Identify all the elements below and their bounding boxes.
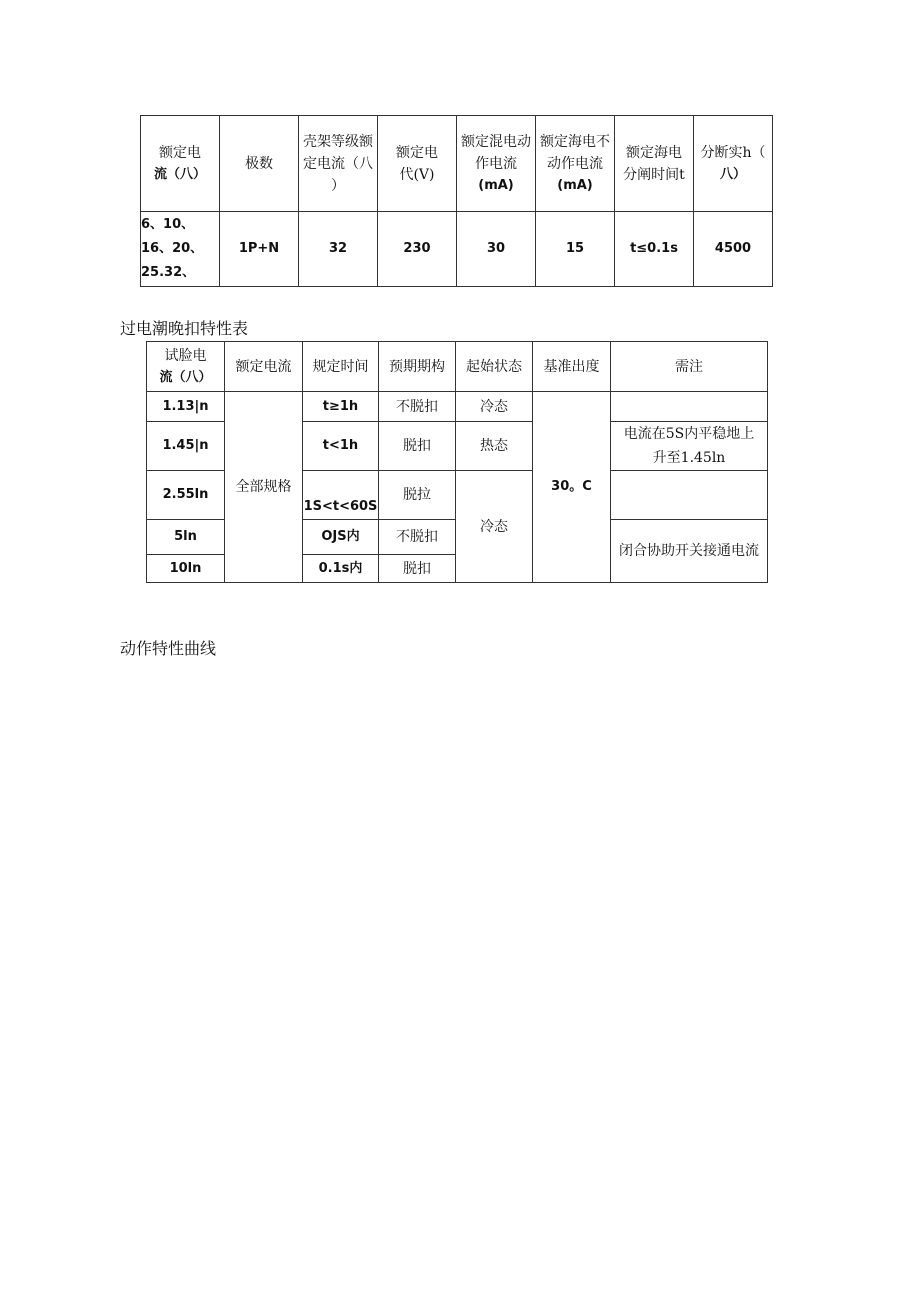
header-frame-current: 壳架等级额 定电流（八 ） — [299, 116, 378, 212]
cell-remark-merged: 闭合协助开关接通电流 — [611, 520, 768, 583]
cell-test-current: 10ln — [147, 555, 225, 583]
header-specified-time: 规定时间 — [303, 342, 379, 392]
trip-header-row — [147, 342, 768, 392]
header-reference-temperature: 基准出度 — [533, 342, 611, 392]
cell-residual-non-operating-current: 15 — [536, 212, 615, 287]
cell-time: t<1h — [303, 422, 379, 471]
cell-time: OJS内 — [303, 520, 379, 555]
header-residual-operating-current: 额定混电动 作电流 (mA) — [457, 116, 536, 212]
header-residual-non-operating-current: 额定海电不 动作电流 (mA) — [536, 116, 615, 212]
cell-poles: 1P+N — [220, 212, 299, 287]
cell-state: 冷态 — [456, 392, 533, 422]
cell-result: 不脱扣 — [379, 520, 456, 555]
cell-test-current: 1.45|n — [147, 422, 225, 471]
header-rated-voltage: 额定电 代(V) — [378, 116, 457, 212]
cell-test-current: 5ln — [147, 520, 225, 555]
spec-header-row — [141, 116, 773, 212]
cell-time: t≥1h — [303, 392, 379, 422]
header-break-time: 额定海电 分阐时间t — [615, 116, 694, 212]
cell-break-time: t≤0.1s — [615, 212, 694, 287]
header-test-current: 试脸电 流（八） — [147, 342, 225, 392]
header-poles: 极数 — [220, 116, 299, 212]
cell-result: 脱扣 — [379, 555, 456, 583]
action-curve-title: 动作特性曲线 — [120, 639, 217, 658]
cell-remark — [611, 392, 768, 422]
cell-state: 热态 — [456, 422, 533, 471]
cell-remark: 电流在5S内平稳地上 升至1.45ln — [611, 422, 768, 471]
cell-time: 0.1s内 — [303, 555, 379, 583]
header-remarks: 需注 — [611, 342, 768, 392]
cell-rated-current-all: 全部规格 — [225, 392, 303, 583]
cell-rated-current: 6、10、 16、20、 25.32、 — [141, 212, 220, 287]
cell-test-current: 1.13|n — [147, 392, 225, 422]
cell-reference-temperature: 30。C — [533, 392, 611, 583]
cell-remark — [611, 471, 768, 520]
header-expected-result: 预期期构 — [379, 342, 456, 392]
cell-time: 1S<t<60S — [303, 471, 379, 520]
header-initial-state: 起始状态 — [456, 342, 533, 392]
header-rated-current: 额定电流 — [225, 342, 303, 392]
cell-test-current: 2.55ln — [147, 471, 225, 520]
trip-characteristics-table — [146, 341, 768, 583]
spec-data-row — [141, 212, 773, 287]
specification-table — [140, 115, 773, 287]
table-row — [147, 392, 768, 422]
cell-rated-voltage: 230 — [378, 212, 457, 287]
cell-result: 脱扣 — [379, 422, 456, 471]
cell-result: 不脱扣 — [379, 392, 456, 422]
header-rated-current: 额定电 流（八） — [141, 116, 220, 212]
cell-result: 脱拉 — [379, 471, 456, 520]
cell-residual-operating-current: 30 — [457, 212, 536, 287]
cell-frame-current: 32 — [299, 212, 378, 287]
cell-breaking-capacity: 4500 — [694, 212, 773, 287]
cell-state: 冷态 — [456, 471, 533, 583]
overcurrent-trip-title: 过电潮晚扣特性表 — [120, 319, 249, 338]
header-breaking-capacity: 分断实h（ 八） — [694, 116, 773, 212]
